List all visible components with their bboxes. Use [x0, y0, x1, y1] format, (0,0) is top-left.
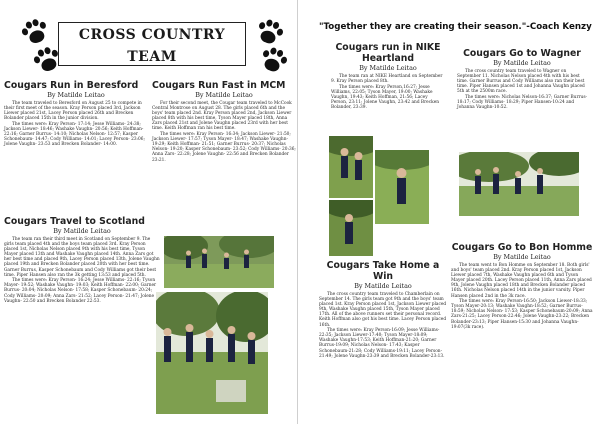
masthead-title-line1: CROSS COUNTRY	[78, 27, 226, 43]
story-paragraph: The team ran their third meet in Scotland on September 9. The girls team placed 4th and the boys team placed 3rd. Kray Person placed 1st, Nicholas Nelson placed 9th with his best time, Tyson Mayer placed 13th and Washake Vaughn placed 14th. Anna Zars got her best time and placed 9th, Lacey Person placed 13th, Jolene Vaughn placed 19th and Brecken Bolander placed 20th with her best time. Garner Burrus, Kasper Schonebaum and Cody Williams got their best time. Piper Hansen also ran the 3k getting 13:53 and placed 5th.	[4, 237, 160, 278]
story-headline: Cougars Take Home a Win	[326, 260, 440, 282]
story-body	[319, 292, 447, 359]
story-bon-homme	[451, 242, 593, 330]
story-body	[457, 69, 587, 110]
photo-scotland-runners	[164, 236, 274, 288]
story-take-home-win	[319, 260, 447, 359]
story-byline: By Matilde Leitao	[47, 91, 105, 99]
story-nike-heartland	[331, 42, 445, 111]
photo-nike-runners	[329, 136, 373, 198]
story-scotland	[4, 216, 160, 304]
story-byline: By Matilde Leitao	[354, 282, 412, 290]
story-byline: By Matilde Leitao	[493, 253, 551, 261]
story-paragraph: For their second meet, the Cougar team traveled to McCook Central Montrose on August 28. The girls placed 6th and the boys' team placed 2nd. Kray Person placed 2nd, Jackson Liewer placed 8th with his best time, Tyson Mayer placed 18th, Anna Zars placed 21st and Jolene Vaughn placed 23rd with her best time. Keith Hoffman ran his best time.	[152, 101, 292, 132]
story-paragraph: The times were: Kray Person- 17:14; Jesse Williams- 24:38; Jackson Liewer- 18:46; Washake Vaughn- 20:56; Keith Hoffman- 22:16; Garner Burrus- 14:10; Nicholas Nelson- 12:57; Kasper Schonebaum- 14:47; Cody Williams- 14:01; Lacey Person- 23:06; Jolene Vaughn- 23:53 and Brecken Bolander- 14:00.	[4, 121, 145, 148]
right-page	[299, 0, 600, 424]
story-paragraph: The times were: Kray Person- 16:24; Jesse Williams- 22:16; Tyson Mayer- 19:52; Washake Vaughn- 19:03; Keith Hoffman- 22:00; Garner Burrus- 20:04; Nicholas Nelson- 17:58; Kasper Schonebaum- 20:24; Cody Williams- 20:09; Anna Zars- 21:52; Lacey Person- 21:47; Jolene Vaughn- 22:50 and Brecken Bolander 22:53.	[4, 278, 157, 304]
paw-print-icon	[254, 42, 292, 80]
story-headline: Cougars Go to Bon Homme	[451, 242, 593, 253]
story-byline: By Matilde Leitao	[493, 59, 551, 67]
story-byline: By Matilde Leitao	[359, 64, 417, 72]
story-headline: Cougars Go to Wagner	[463, 48, 581, 59]
story-paragraph: The cross country team traveled to Chamberlain on September 14. The girls team got 9th and the boys' team placed 1st. Kray Person placed 1st, Jackson Liewer placed 9th, Washake Vaughn placed 15th, Tyson Mayer placed 17th. All of the above runners set their personal record. Keith Hoffman also got his best time. Lacey Person placed 16th.	[319, 292, 447, 328]
story-paragraph: The times were: Kray Person,16:27; Jesse Williams, 22:05; Tyson Mayer, 19:00; Washake Vaughn, 19:43; Keith Hoffman, 21:56; Lacey Person, 23:11; Jolene Vaughn, 23:42 and Brecken Bolander, 23:39.	[331, 84, 440, 111]
photo-wagner-team	[459, 152, 579, 216]
story-body	[152, 101, 296, 163]
story-headline: Cougars Run in Beresford	[4, 80, 139, 91]
story-body	[331, 74, 445, 110]
story-paragraph: The team ran at NIKE Heartland on September 9. Kray Person placed 8th.	[331, 74, 443, 85]
story-paragraph: The times were: Kray Person-16:50; Jackson Liewer-18:33; Tyson Mayer-20:13; Washake Vaughn-18:52; Garner Burrus-18:59; Nicholas Nelson- 17:53; Kasper Schonebaum-20:09; Anna Zars-21:25; Lacey Person-22:46; Jolene Vaughn-23:22; Brecken Bolander-23:13; Piper Hansen-15:30 and Johanna Vaughn-19:07(3k race).	[451, 299, 593, 330]
masthead	[58, 22, 246, 66]
story-wagner	[457, 48, 587, 111]
story-paragraph: The times were: Kray Person- 16:34; Jackson Liewer- 21:50; Jackson Liewer- 17:57; Tyson Mayer- 18:47; Washake Vaughn- 19:29; Keith Hoffman- 21:51; Garner Burrus- 20:37; Nicholas Nelson- 19:20; Kasper Schonebaum- 23:52; Cody Williams- 20:36; Anna Zars- 22:28; Jolene Vaughn- 22:56 and Brecken Bolander 23:21.	[152, 132, 296, 163]
story-paragraph: The cross country team traveled to Wagner on September 11. Nicholas Nelson placed 4th with his best time. Garner Burrus and Cody Williams also ran their best time. Piper Hansen placed 1st and Johanna Vaughn placed 5th at the 2500m race.	[457, 69, 585, 95]
story-headline: Cougars Run Fast in MCM	[152, 80, 286, 91]
story-paragraph: The times were: Kray Person-16:09; Jesse Williams-22:35; Jackson Liewer-17:40; Tyson Mayer-18:09; Washake Vaughn-17:53; Keith Hoffman-21:20; Garner Burrus-19:09; Nicholas Nelson- 17:43; Kasper Schonebaum-21:28; Cody Williams-19:11; Lacey Person-21:49; Jolene Vaughn-23:39 and Brecken Bolander-23:13.	[319, 328, 445, 359]
story-beresford	[4, 80, 148, 148]
story-byline: By Matilde Leitao	[53, 227, 111, 235]
photo-nike-runner-field	[375, 150, 429, 224]
story-headline: Cougars Travel to Scotland	[4, 216, 145, 227]
story-body	[4, 237, 160, 304]
photo-scotland-team	[156, 292, 268, 414]
photo-nike-runner-trail	[329, 200, 373, 256]
masthead-title-line2: TEAM	[127, 49, 177, 65]
story-headline: Cougars run in NIKE Heartland	[335, 42, 441, 64]
story-paragraph: The times were: Nicholas Nelson-16:37; Garner Burrus-18:17; Cody Williams- 18:29; Piper Hansen-10:24 and Johanna Vaughn-10:52.	[457, 94, 587, 111]
story-paragraph: The team went to Bon Homme on September 18. Both girls' and boys' team placed 2nd. Kray Person placed 1st, Jackson Liewer placed 7th, Washake Vaughn placed 6th and Tyson Mayer placed 20th. Lacey Person placed 11th, Anna Zars placed 9th, Jolene Vaughn placed 18th and Brecken Bolander placed 16th. Nicholas Nelson placed 14th in the junior varsity. Piper Hansen placed 2nd in the 3k race.	[451, 263, 592, 299]
left-page	[0, 0, 298, 424]
coach-quote: "Together they are creating their season."-Coach Kenzy	[319, 22, 592, 32]
story-mcm	[152, 80, 296, 163]
story-paragraph: The team traveled to Beresford on August 25 to compete in their first meet of the season. Kray Person placed 3rd, Jackson Liewer placed 21st, Lacey Person placed 26th and Brecken Bolander placed 15th in the junior division.	[4, 101, 142, 122]
story-byline: By Matilde Leitao	[195, 91, 253, 99]
story-body	[4, 101, 148, 147]
story-body	[451, 263, 593, 330]
